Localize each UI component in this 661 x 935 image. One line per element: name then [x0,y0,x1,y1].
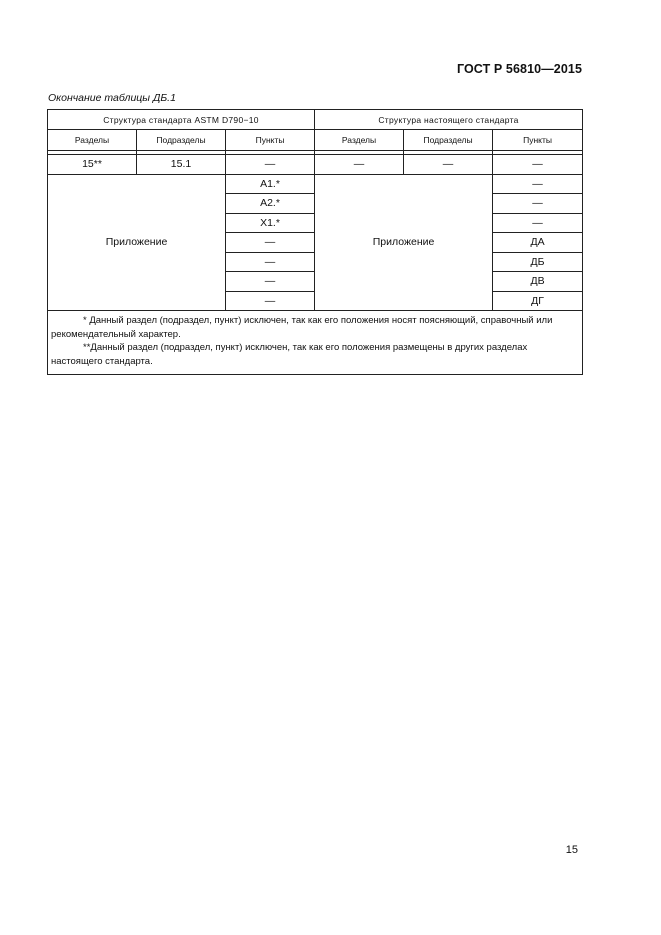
table-cell: ДГ [493,291,583,311]
table-cell: — [315,155,404,175]
table-cell: — [493,213,583,233]
table-cell: X1.* [226,213,315,233]
notes-row [48,311,583,375]
table-cell: A1.* [226,174,315,194]
table-cell: 15.1 [137,155,226,175]
column-header: Пункты [226,130,315,151]
page-number: 15 [565,844,578,856]
table-notes [48,311,583,375]
table-cell: — [493,174,583,194]
table-cell: — [226,272,315,292]
column-header: Разделы [48,130,137,151]
column-header: Разделы [315,130,404,151]
table-cell: — [493,194,583,214]
footnote-double-asterisk: **Данный раздел (подраздел, пункт) исключен, так как его положения размещены в других разделах настоящего стандарта. [51,342,528,367]
footnote-single-asterisk: * Данный раздел (подраздел, пункт) исключен, так как его положения носят поясняющий, справочный или рекомендательный характер. [51,315,553,340]
table-row [48,155,583,175]
column-header-row [48,130,583,151]
table-cell: — [226,233,315,253]
table-row [48,174,583,194]
appendix-left-cell: Приложение [48,174,226,311]
group-header-row [48,110,583,130]
group-header-astm: Структура стандарта ASTM D790−10 [48,110,315,130]
table-cell: — [226,252,315,272]
column-header: Подразделы [404,130,493,151]
table-cell: ДБ [493,252,583,272]
table-cell: 15** [48,155,137,175]
table-cell: — [404,155,493,175]
table-cell: ДА [493,233,583,253]
table-caption: Окончание таблицы ДБ.1 [48,92,176,104]
table-cell: — [493,155,583,175]
table-cell: — [226,155,315,175]
structure-table [47,109,583,375]
table-cell: — [226,291,315,311]
column-header: Подразделы [137,130,226,151]
appendix-right-cell: Приложение [315,174,493,311]
group-header-gost: Структура настоящего стандарта [315,110,583,130]
column-header: Пункты [493,130,583,151]
table-cell: A2.* [226,194,315,214]
standard-code: ГОСТ Р 56810—2015 [456,62,582,76]
table-cell: ДВ [493,272,583,292]
